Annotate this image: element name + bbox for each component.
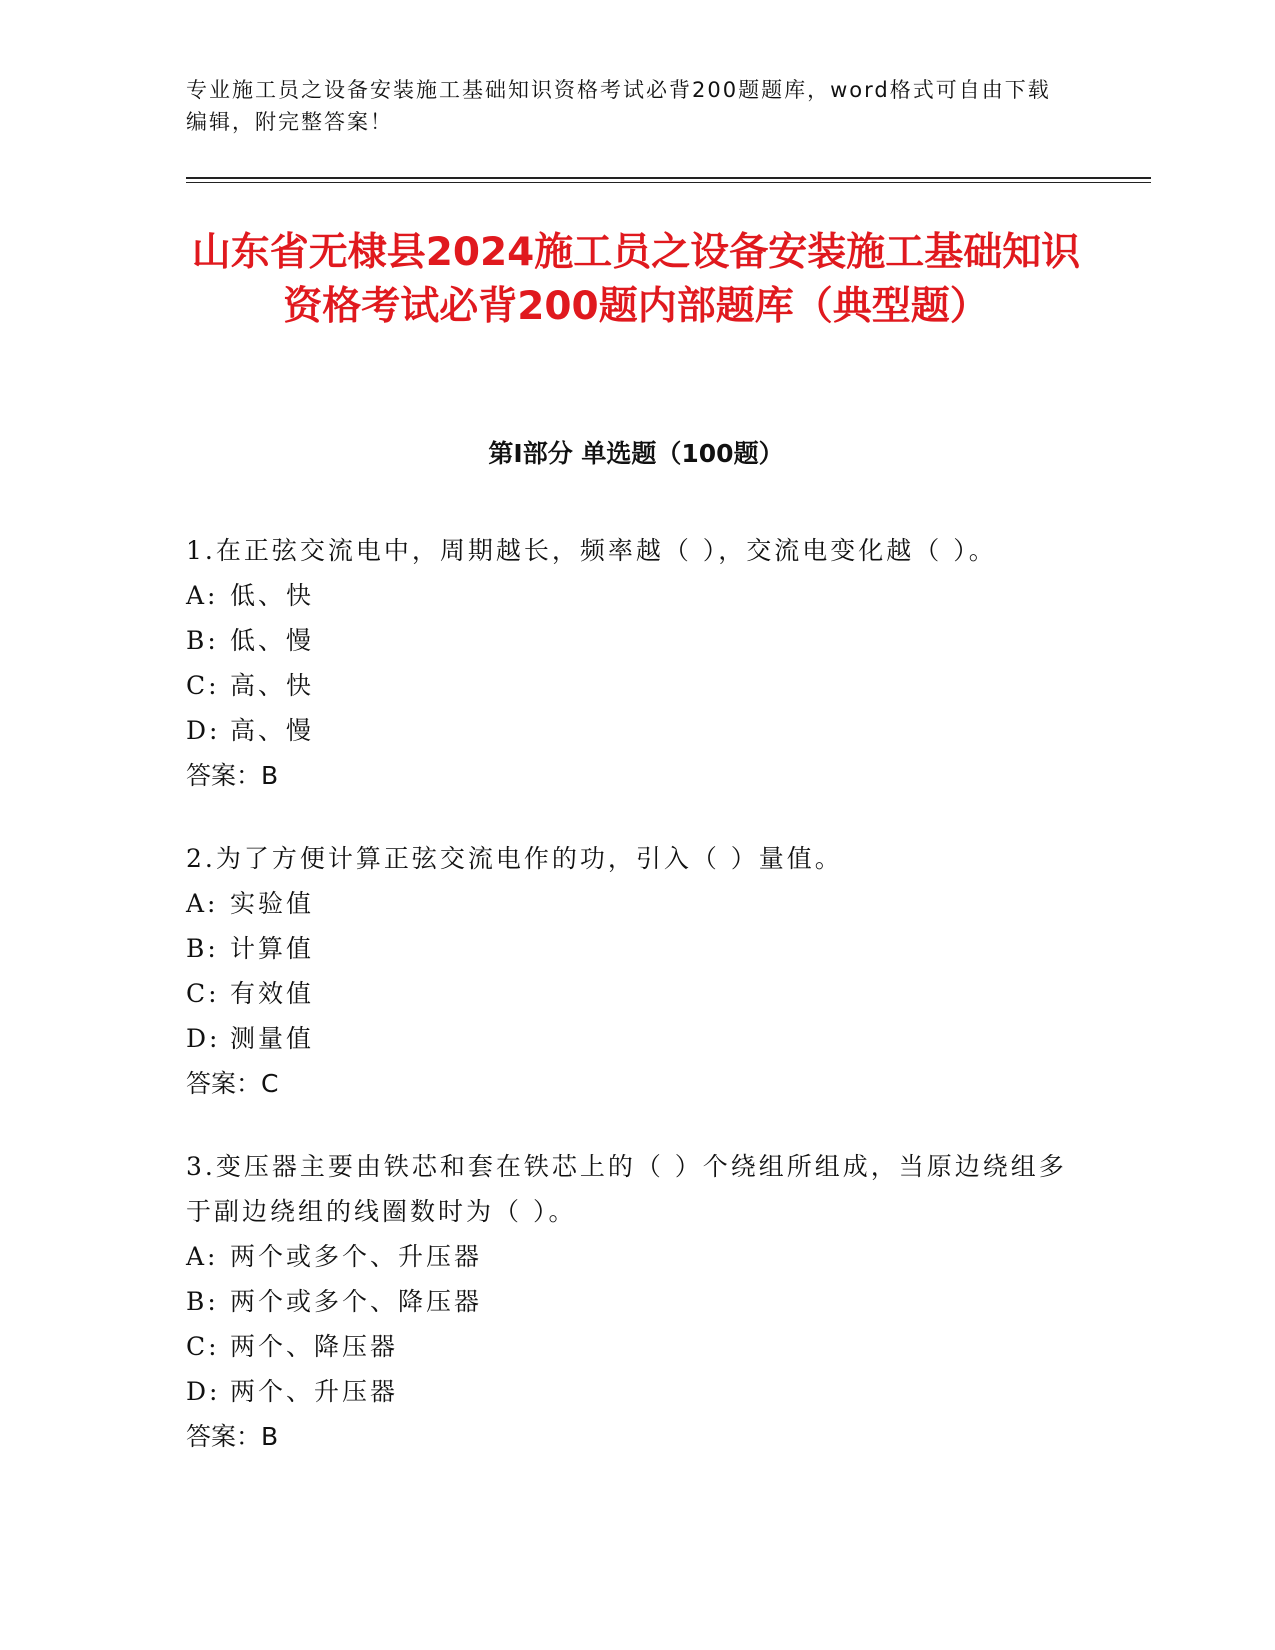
option-d <box>186 1369 1086 1414</box>
option-d <box>186 708 1086 753</box>
option-text: 低、慢 <box>230 626 315 655</box>
option-text: 测量值 <box>230 1024 315 1053</box>
option-text: 计算值 <box>230 934 315 963</box>
option-b <box>186 926 1086 971</box>
option-a <box>186 881 1086 926</box>
option-c <box>186 971 1086 1016</box>
option-text: 两个、降压器 <box>230 1332 399 1361</box>
option-c <box>186 663 1086 708</box>
option-key: A: <box>186 581 219 610</box>
option-key: B: <box>186 934 219 963</box>
option-key: A: <box>186 1242 219 1271</box>
option-text: 高、快 <box>230 671 315 700</box>
header-note: 专业施工员之设备安装施工基础知识资格考试必背200题题库，word格式可自由下载编辑，附完整答案！ <box>186 78 1051 134</box>
question-3 <box>186 1144 1086 1459</box>
option-text: 两个、升压器 <box>230 1377 399 1406</box>
option-b <box>186 1279 1086 1324</box>
option-text: 实验值 <box>230 889 315 918</box>
option-key: B: <box>186 1287 219 1316</box>
question-stem: 2.为了方便计算正弦交流电作的功，引入（ ）量值。 <box>186 844 843 873</box>
option-key: A: <box>186 889 219 918</box>
question-2 <box>186 836 1086 1106</box>
option-c <box>186 1324 1086 1369</box>
option-key: C: <box>186 1332 220 1361</box>
option-a <box>186 573 1086 618</box>
option-key: D: <box>186 1377 221 1406</box>
option-key: C: <box>186 979 220 1008</box>
answer: 答案：B <box>186 761 279 790</box>
option-key: B: <box>186 626 219 655</box>
question-1 <box>186 528 1086 798</box>
option-text: 高、慢 <box>230 716 315 745</box>
option-text: 低、快 <box>230 581 315 610</box>
option-key: C: <box>186 671 220 700</box>
option-text: 两个或多个、升压器 <box>230 1242 483 1271</box>
option-key: D: <box>186 716 221 745</box>
header-divider-thin <box>186 182 1151 183</box>
option-text: 两个或多个、降压器 <box>230 1287 483 1316</box>
answer: 答案：B <box>186 1422 279 1451</box>
question-stem: 3.变压器主要由铁芯和套在铁芯上的（ ）个绕组所组成，当原边绕组多于副边绕组的线圈数时为（ ）。 <box>186 1152 1067 1226</box>
option-a <box>186 1234 1086 1279</box>
question-stem: 1.在正弦交流电中，周期越长，频率越（ ），交流电变化越（ ）。 <box>186 536 997 565</box>
option-b <box>186 618 1086 663</box>
section-title: 第Ⅰ部分 单选题（100题） <box>488 439 784 468</box>
document-title: 山东省无棣县2024施工员之设备安装施工基础知识资格考试必背200题内部题库（典型题） <box>191 230 1081 329</box>
answer: 答案：C <box>186 1069 279 1098</box>
option-d <box>186 1016 1086 1061</box>
option-text: 有效值 <box>230 979 315 1008</box>
header-divider-thick <box>186 177 1151 179</box>
option-key: D: <box>186 1024 221 1053</box>
question-list <box>186 528 1086 1497</box>
